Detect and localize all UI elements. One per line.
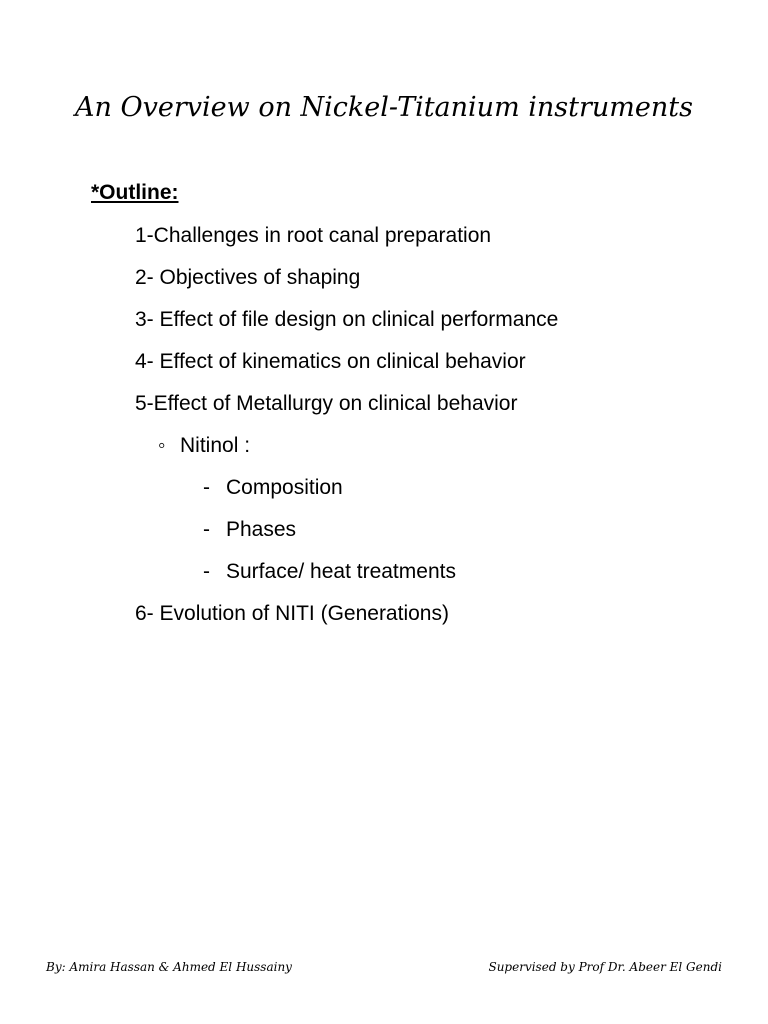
footer-authors: By: Amira Hassan & Ahmed El Hussainy <box>46 960 292 974</box>
circle-bullet-icon: ◦ <box>158 434 166 457</box>
outline-item: 6- Evolution of NITI (Generations) <box>135 602 449 625</box>
outline-subsubitem <box>203 560 456 584</box>
outline-heading: *Outline: <box>91 181 179 204</box>
subitem-label: Nitinol : <box>180 434 251 457</box>
dash-bullet-icon: - <box>203 518 210 541</box>
footer-supervisor: Supervised by Prof Dr. Abeer El Gendi <box>488 960 722 974</box>
outline-item: 2- Objectives of shaping <box>135 266 361 289</box>
outline-subitem <box>158 434 250 458</box>
outline-item: 1-Challenges in root canal preparation <box>135 224 492 247</box>
dash-bullet-icon: - <box>203 560 210 583</box>
outline-subsubitem <box>203 476 343 500</box>
dash-bullet-icon: - <box>203 476 210 499</box>
outline-subsubitem <box>203 518 296 542</box>
outline-item: 3- Effect of file design on clinical performance <box>135 308 559 331</box>
subsubitem-label: Composition <box>226 476 343 499</box>
subsubitem-label: Surface/ heat treatments <box>226 560 456 583</box>
subsubitem-label: Phases <box>226 518 297 541</box>
outline-item: 4- Effect of kinematics on clinical behavior <box>135 350 526 373</box>
outline-item: 5-Effect of Metallurgy on clinical behavior <box>135 392 518 415</box>
document-title: An Overview on Nickel-Titanium instruments <box>75 92 693 123</box>
